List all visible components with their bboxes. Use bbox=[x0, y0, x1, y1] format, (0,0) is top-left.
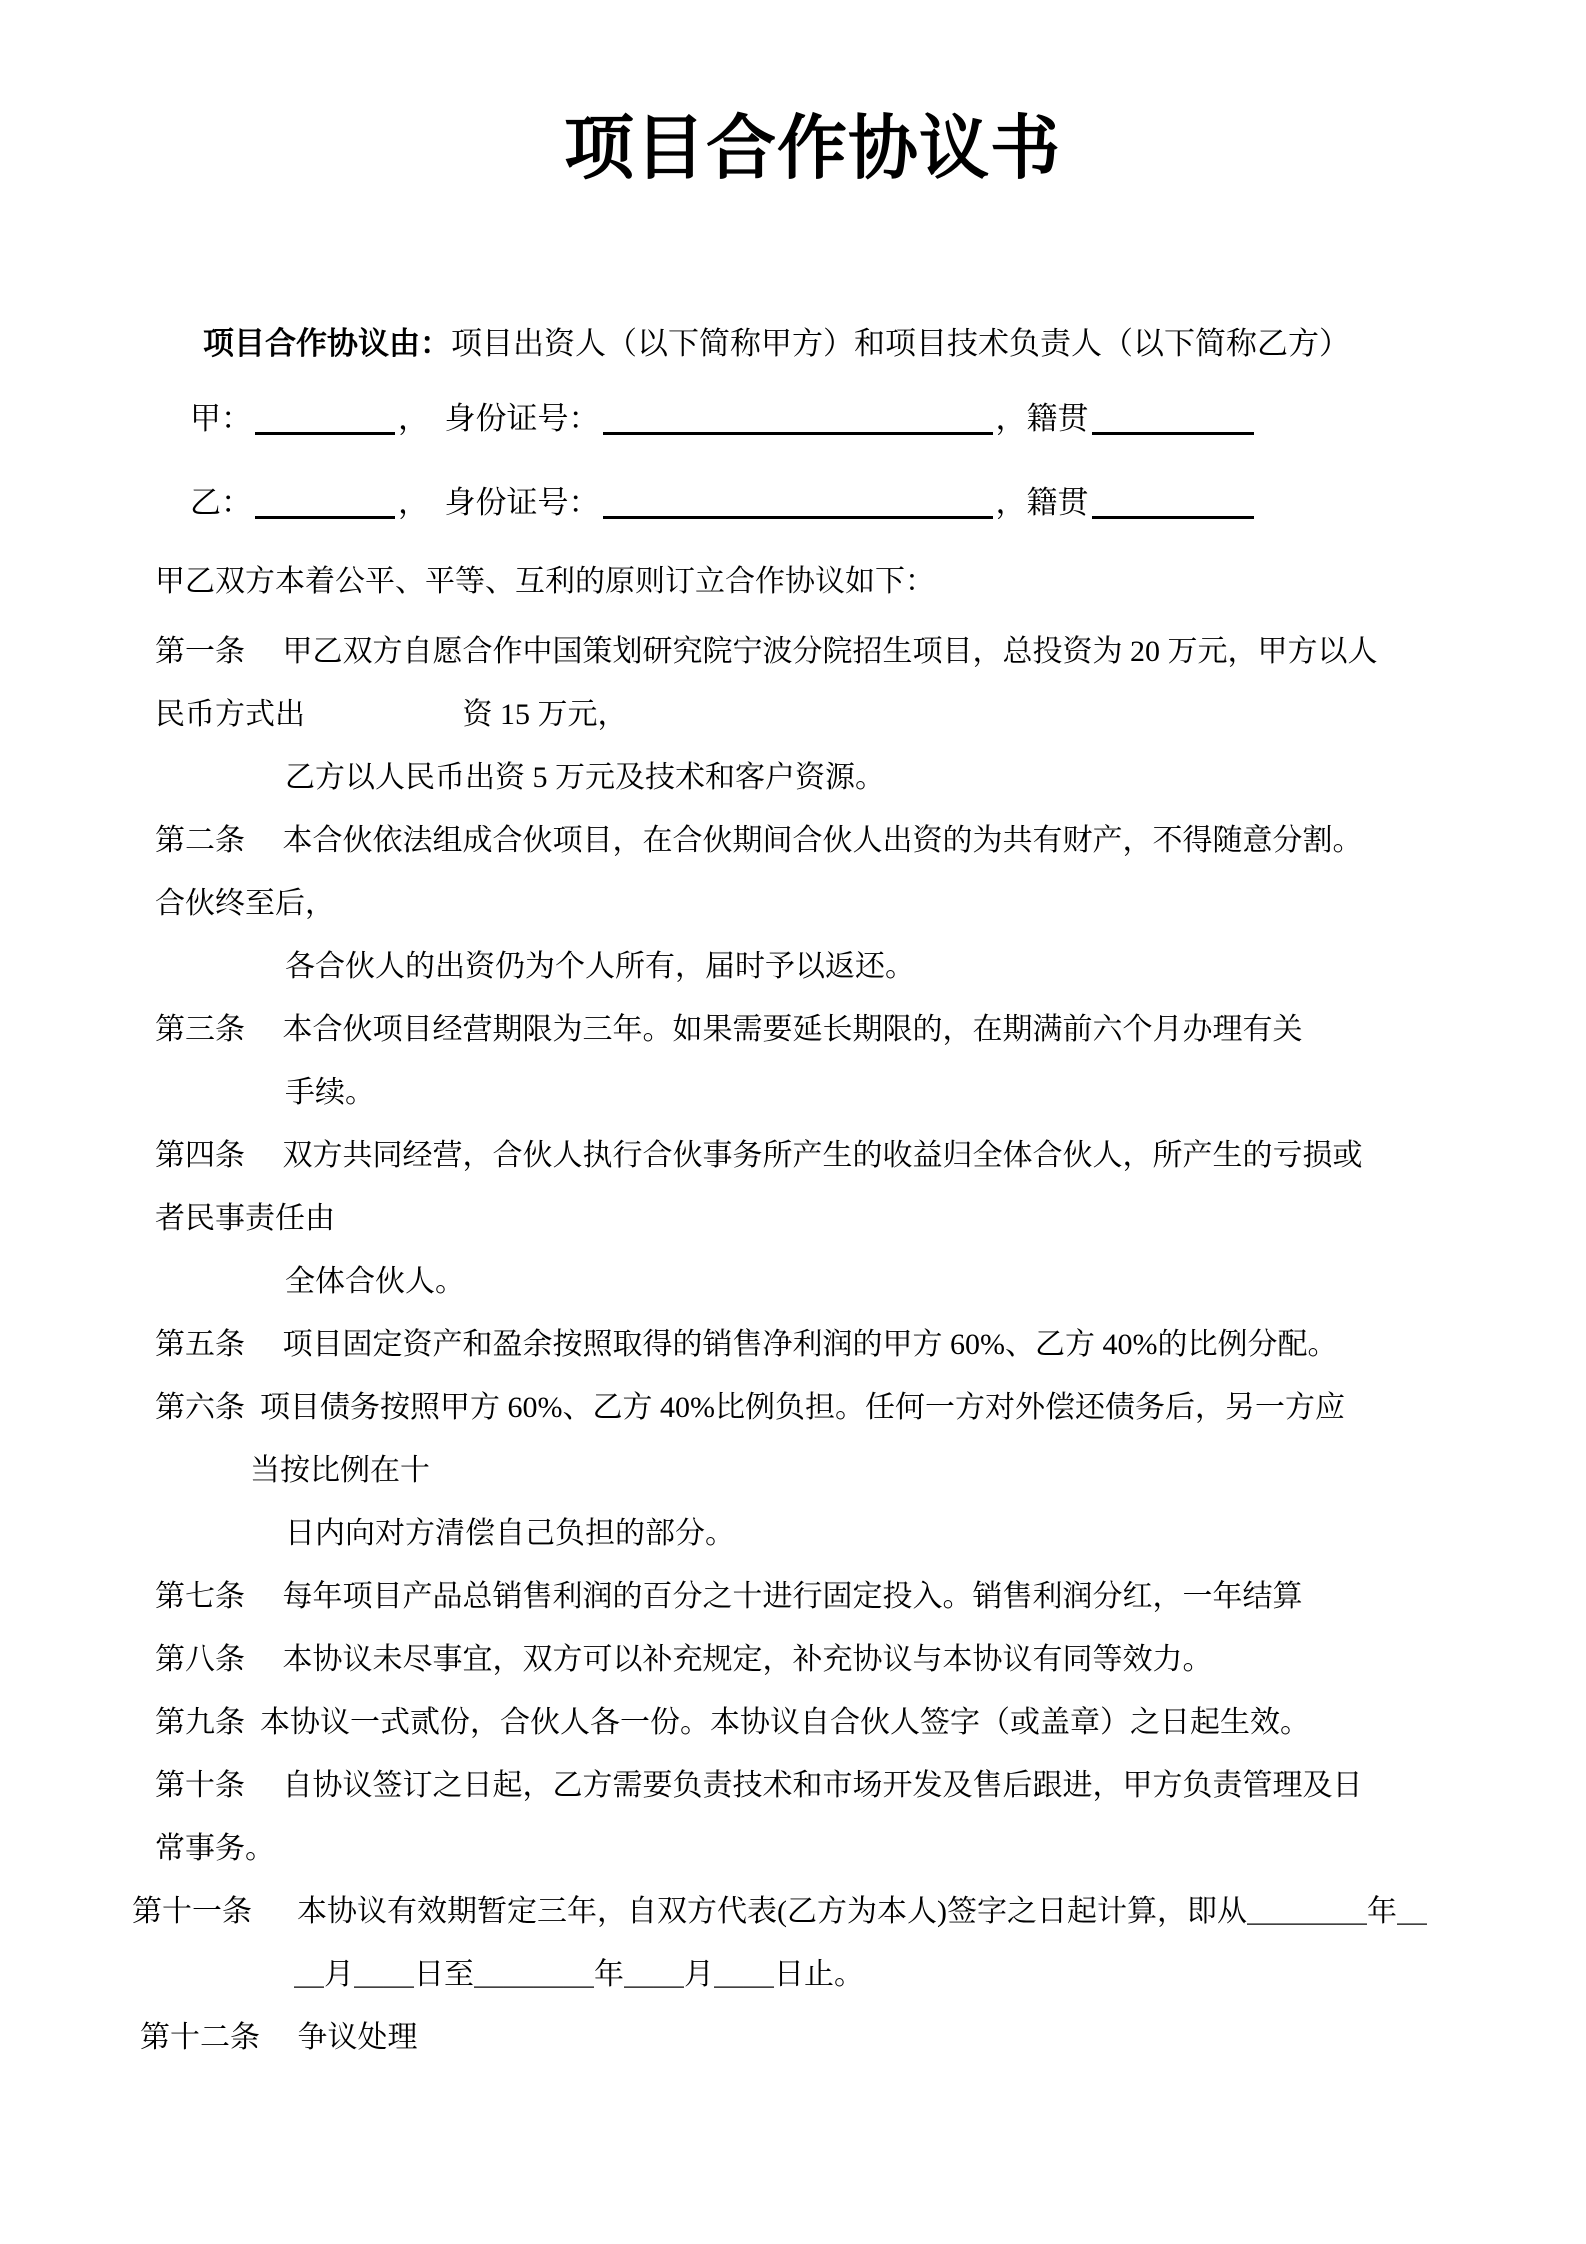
clause-line: 者民事责任由 bbox=[155, 1202, 335, 1235]
clause-line: 第九条 本协议一式贰份，合伙人各一份。本协议自合伙人签字（或盖章）之日起生效。 bbox=[155, 1706, 1310, 1739]
clause-line: 第十条 自协议签订之日起，乙方需要负责技术和市场开发及售后跟进，甲方负责管理及日 bbox=[155, 1769, 1363, 1802]
clause-line: 乙方以人民币出资 5 万元及技术和客户资源。 bbox=[285, 761, 885, 794]
clause-line: 第二条 本合伙依法组成合伙项目，在合伙期间合伙人出资的为共有财产，不得随意分割。 bbox=[155, 824, 1363, 857]
intro-lead-label: 项目合作协议由： bbox=[203, 326, 451, 361]
intro-line bbox=[203, 327, 1470, 361]
party-a-label: 甲： bbox=[190, 401, 252, 436]
party-b-id-blank bbox=[603, 480, 993, 519]
clauses-list bbox=[132, 620, 1470, 2069]
clause-line: 合伙终至后， bbox=[155, 887, 335, 920]
party-b-id-label: ， 身份证号： bbox=[398, 485, 600, 520]
clause-line: 第八条 本协议未尽事宜，双方可以补充规定，补充协议与本协议有同等效力。 bbox=[155, 1643, 1213, 1676]
clause-line: 常事务。 bbox=[155, 1832, 275, 1865]
clause-line: 第三条 本合伙项目经营期限为三年。如果需要延长期限的，在期满前六个月办理有关 bbox=[155, 1013, 1303, 1046]
clause-line: 第十一条 本协议有效期暂定三年，自双方代表(乙方为本人)签字之日起计算，即从＿＿＿＿年＿ bbox=[132, 1895, 1427, 1928]
clause-line: 第四条 双方共同经营，合伙人执行合伙事务所产生的收益归全体合伙人，所产生的亏损或 bbox=[155, 1139, 1363, 1172]
preamble-line: 甲乙双方本着公平、平等、互利的原则订立合作协议如下： bbox=[155, 565, 935, 598]
party-a-origin-label: ，籍贯 bbox=[995, 401, 1089, 436]
clause-line: 第六条 项目债务按照甲方 60%、乙方 40%比例负担。任何一方对外偿还债务后，另一方应 bbox=[155, 1391, 1345, 1424]
clause-line: 民币方式出 资 15 万元， bbox=[155, 698, 628, 731]
clause-line: 当按比例在十 bbox=[250, 1454, 430, 1487]
party-b-name-blank bbox=[255, 480, 395, 519]
party-b-label: 乙： bbox=[190, 485, 252, 520]
party-a-origin-blank bbox=[1092, 396, 1254, 435]
party-a-name-blank bbox=[255, 396, 395, 435]
party-a-id-label: ， 身份证号： bbox=[398, 401, 600, 436]
party-a-line bbox=[190, 396, 1470, 441]
clause-line: 第一条 甲乙双方自愿合作中国策划研究院宁波分院招生项目，总投资为 20 万元，甲方以人 bbox=[155, 635, 1378, 668]
intro-rest-text: 项目出资人（以下简称甲方）和项目技术负责人（以下简称乙方） bbox=[451, 326, 1350, 361]
party-a-id-blank bbox=[603, 396, 993, 435]
clause-line: 第十二条 争议处理 bbox=[140, 2021, 418, 2054]
clause-line: ＿月＿＿日至＿＿＿＿年＿＿月＿＿日止。 bbox=[294, 1958, 864, 1991]
document-title: 项目合作协议书 bbox=[564, 111, 1061, 188]
party-b-origin-blank bbox=[1092, 480, 1254, 519]
party-b-line bbox=[190, 480, 1470, 525]
party-b-origin-label: ，籍贯 bbox=[995, 485, 1089, 520]
clause-line: 手续。 bbox=[285, 1076, 375, 1109]
clause-line: 第五条 项目固定资产和盈余按照取得的销售净利润的甲方 60%、乙方 40%的比例分配。 bbox=[155, 1328, 1338, 1361]
clause-line: 各合伙人的出资仍为个人所有，届时予以返还。 bbox=[285, 950, 915, 983]
clause-line: 日内向对方清偿自己负担的部分。 bbox=[285, 1517, 735, 1550]
clause-line: 第七条 每年项目产品总销售利润的百分之十进行固定投入。销售利润分红，一年结算 bbox=[155, 1580, 1303, 1613]
clause-line: 全体合伙人。 bbox=[285, 1265, 465, 1298]
